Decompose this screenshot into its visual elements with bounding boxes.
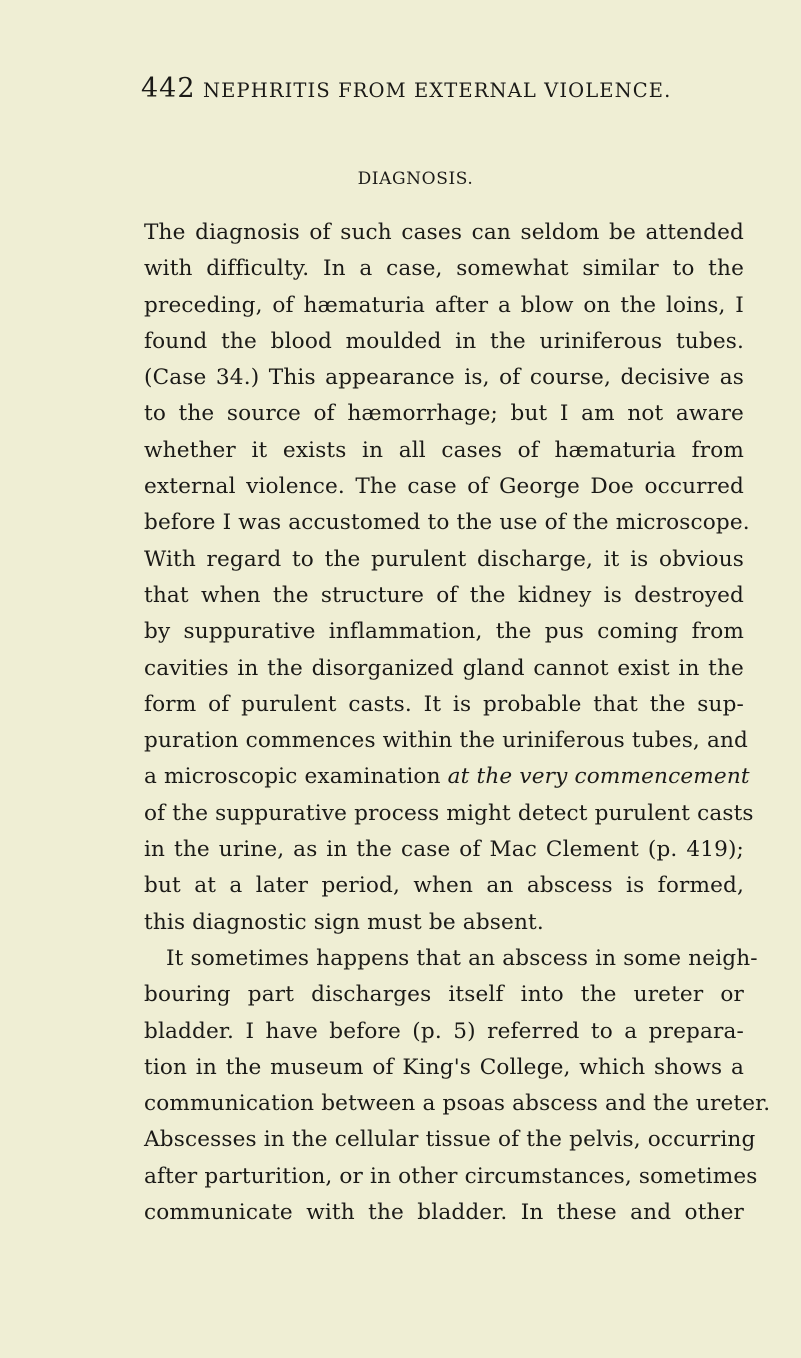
text-line: with difficulty. In a case, somewhat similar to the: [144, 256, 744, 282]
page-number: 442: [141, 73, 196, 104]
section-heading: DIAGNOSIS.: [357, 169, 474, 189]
body-text: [144, 215, 771, 1231]
text-line: With regard to the purulent discharge, it is obvious: [144, 546, 744, 572]
text-line: that when the structure of the kidney is destroyed: [144, 582, 744, 608]
text-line: external violence. The case of George Doe occurred: [144, 474, 744, 500]
text-line: Abscesses in the cellular tissue of the pelvis, occurring: [144, 1127, 756, 1153]
text-line: (Case 34.) This appearance is, of course, decisive as: [144, 365, 744, 391]
text-line: cavities in the disorganized gland cannot exist in the: [144, 655, 744, 681]
text-line: form of purulent casts. It is probable that the sup-: [144, 691, 744, 717]
text-line: but at a later period, when an abscess is formed,: [144, 873, 744, 899]
text-line: The diagnosis of such cases can seldom be attended: [144, 220, 744, 245]
text-line-with-italic: [144, 759, 750, 795]
text-run: a microscopic examination: [144, 764, 448, 790]
text-line: bladder. I have before (p. 5) referred to a prepara-: [144, 1018, 744, 1044]
text-line: in the urine, as in the case of Mac Clement (p. 419);: [144, 837, 744, 863]
text-line: puration commences within the uriniferous tubes, and: [144, 728, 749, 754]
italic-phrase: at the very commencement: [447, 764, 750, 790]
text-line: of the suppurative process might detect purulent casts: [144, 800, 754, 826]
running-head: NEPHRITIS FROM EXTERNAL VIOLENCE.: [203, 79, 672, 102]
text-line: tion in the museum of King's College, which shows a: [144, 1054, 744, 1080]
paragraph-start-line: It sometimes happens that an abscess in some neigh-: [166, 945, 758, 971]
text-line: communication between a psoas abscess and the ureter.: [144, 1091, 771, 1117]
text-line: by suppurative inflammation, the pus coming from: [144, 619, 744, 645]
text-line: bouring part discharges itself into the ureter or: [144, 982, 744, 1008]
text-line: communicate with the bladder. In these and other: [144, 1200, 744, 1226]
text-line: after parturition, or in other circumstances, sometimes: [144, 1163, 758, 1189]
text-line: found the blood moulded in the uriniferous tubes.: [144, 328, 744, 354]
text-line: before I was accustomed to the use of the microscope.: [144, 510, 750, 536]
paragraph-end-line: this diagnostic sign must be absent.: [144, 909, 544, 935]
text-line: preceding, of hæmaturia after a blow on the loins, I: [144, 292, 744, 318]
text-line: whether it exists in all cases of hæmaturia from: [144, 437, 744, 463]
text-line: to the source of hæmorrhage; but I am not aware: [144, 401, 744, 427]
